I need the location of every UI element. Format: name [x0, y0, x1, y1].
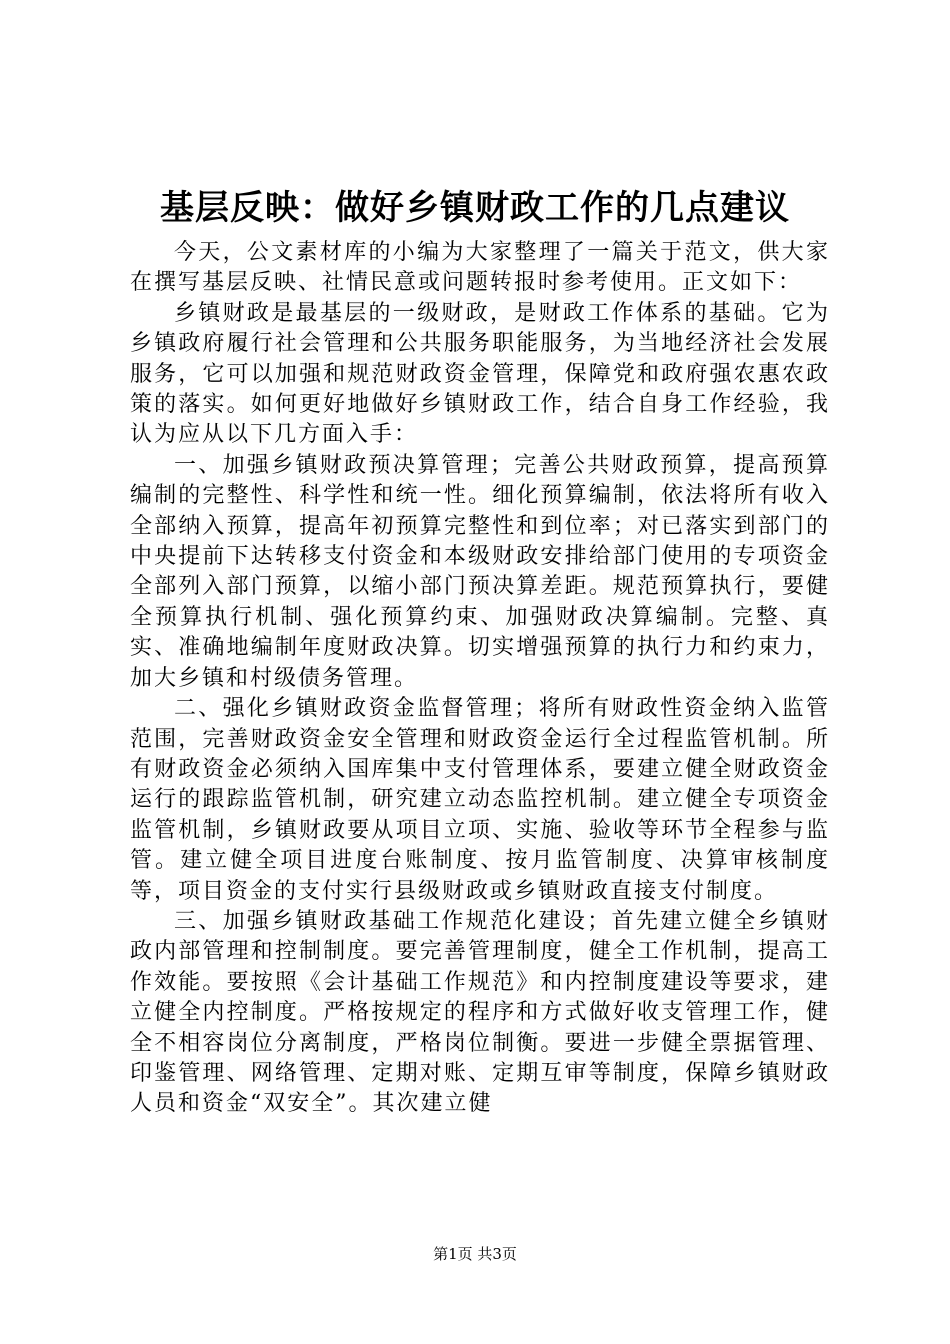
paragraph-point-3: 三、加强乡镇财政基础工作规范化建设；首先建立健全乡镇财政内部管理和控制制度。要完善管理制度，健全工作机制，提高工作效能。要按照《会计基础工作规范》和内控制度建设等要求，建立健全内控制度。严格按规定的程序和方式做好收支管理工作，健全不相容岗位分离制度，严格岗位制衡。要进一步健全票据管理、印鉴管理、网络管理、定期对账、定期互审等制度，保障乡镇财政人员和资金“双安全”。其次建立健 [130, 908, 830, 1117]
page-number-footer: 第1页 共3页 [433, 1245, 517, 1263]
paragraph-point-1: 一、加强乡镇财政预决算管理；完善公共财政预算，提高预算编制的完整性、科学性和统一性。细化预算编制，依法将所有收入全部纳入预算，提高年初预算完整性和到位率；对已落实到部门的中央提前下达转移支付资金和本级财政安排给部门使用的专项资金全部列入部门预算，以缩小部门预决算差距。规范预算执行，要健全预算执行机制、强化预算约束、加强财政决算编制。完整、真实、准确地编制年度财政决算。切实增强预算的执行力和约束力，加大乡镇和村级债务管理。 [130, 452, 830, 691]
document-title: 基层反映：做好乡镇财政工作的几点建议 [160, 188, 790, 228]
paragraph-point-2: 二、强化乡镇财政资金监督管理；将所有财政性资金纳入监管范围，完善财政资金安全管理和财政资金运行全过程监管机制。所有财政资金必须纳入国库集中支付管理体系，要建立健全财政资金运行的跟踪监管机制，研究建立动态监控机制。建立健全专项资金监管机制，乡镇财政要从项目立项、实施、验收等环节全程参与监管。建立健全项目进度台账制度、按月监管制度、决算审核制度等，项目资金的支付实行县级财政或乡镇财政直接支付制度。 [130, 696, 830, 904]
paragraph-intro: 今天，公文素材库的小编为大家整理了一篇关于范文，供大家在撰写基层反映、社情民意或问题转报时参考使用。正文如下： [130, 240, 830, 296]
paragraph-overview: 乡镇财政是最基层的一级财政，是财政工作体系的基础。它为乡镇政府履行社会管理和公共服务职能服务，为当地经济社会发展服务，它可以加强和规范财政资金管理，保障党和政府强农惠农政策的落实。如何更好地做好乡镇财政工作，结合自身工作经验，我认为应从以下几方面入手： [130, 300, 830, 448]
document-body [130, 238, 830, 1120]
